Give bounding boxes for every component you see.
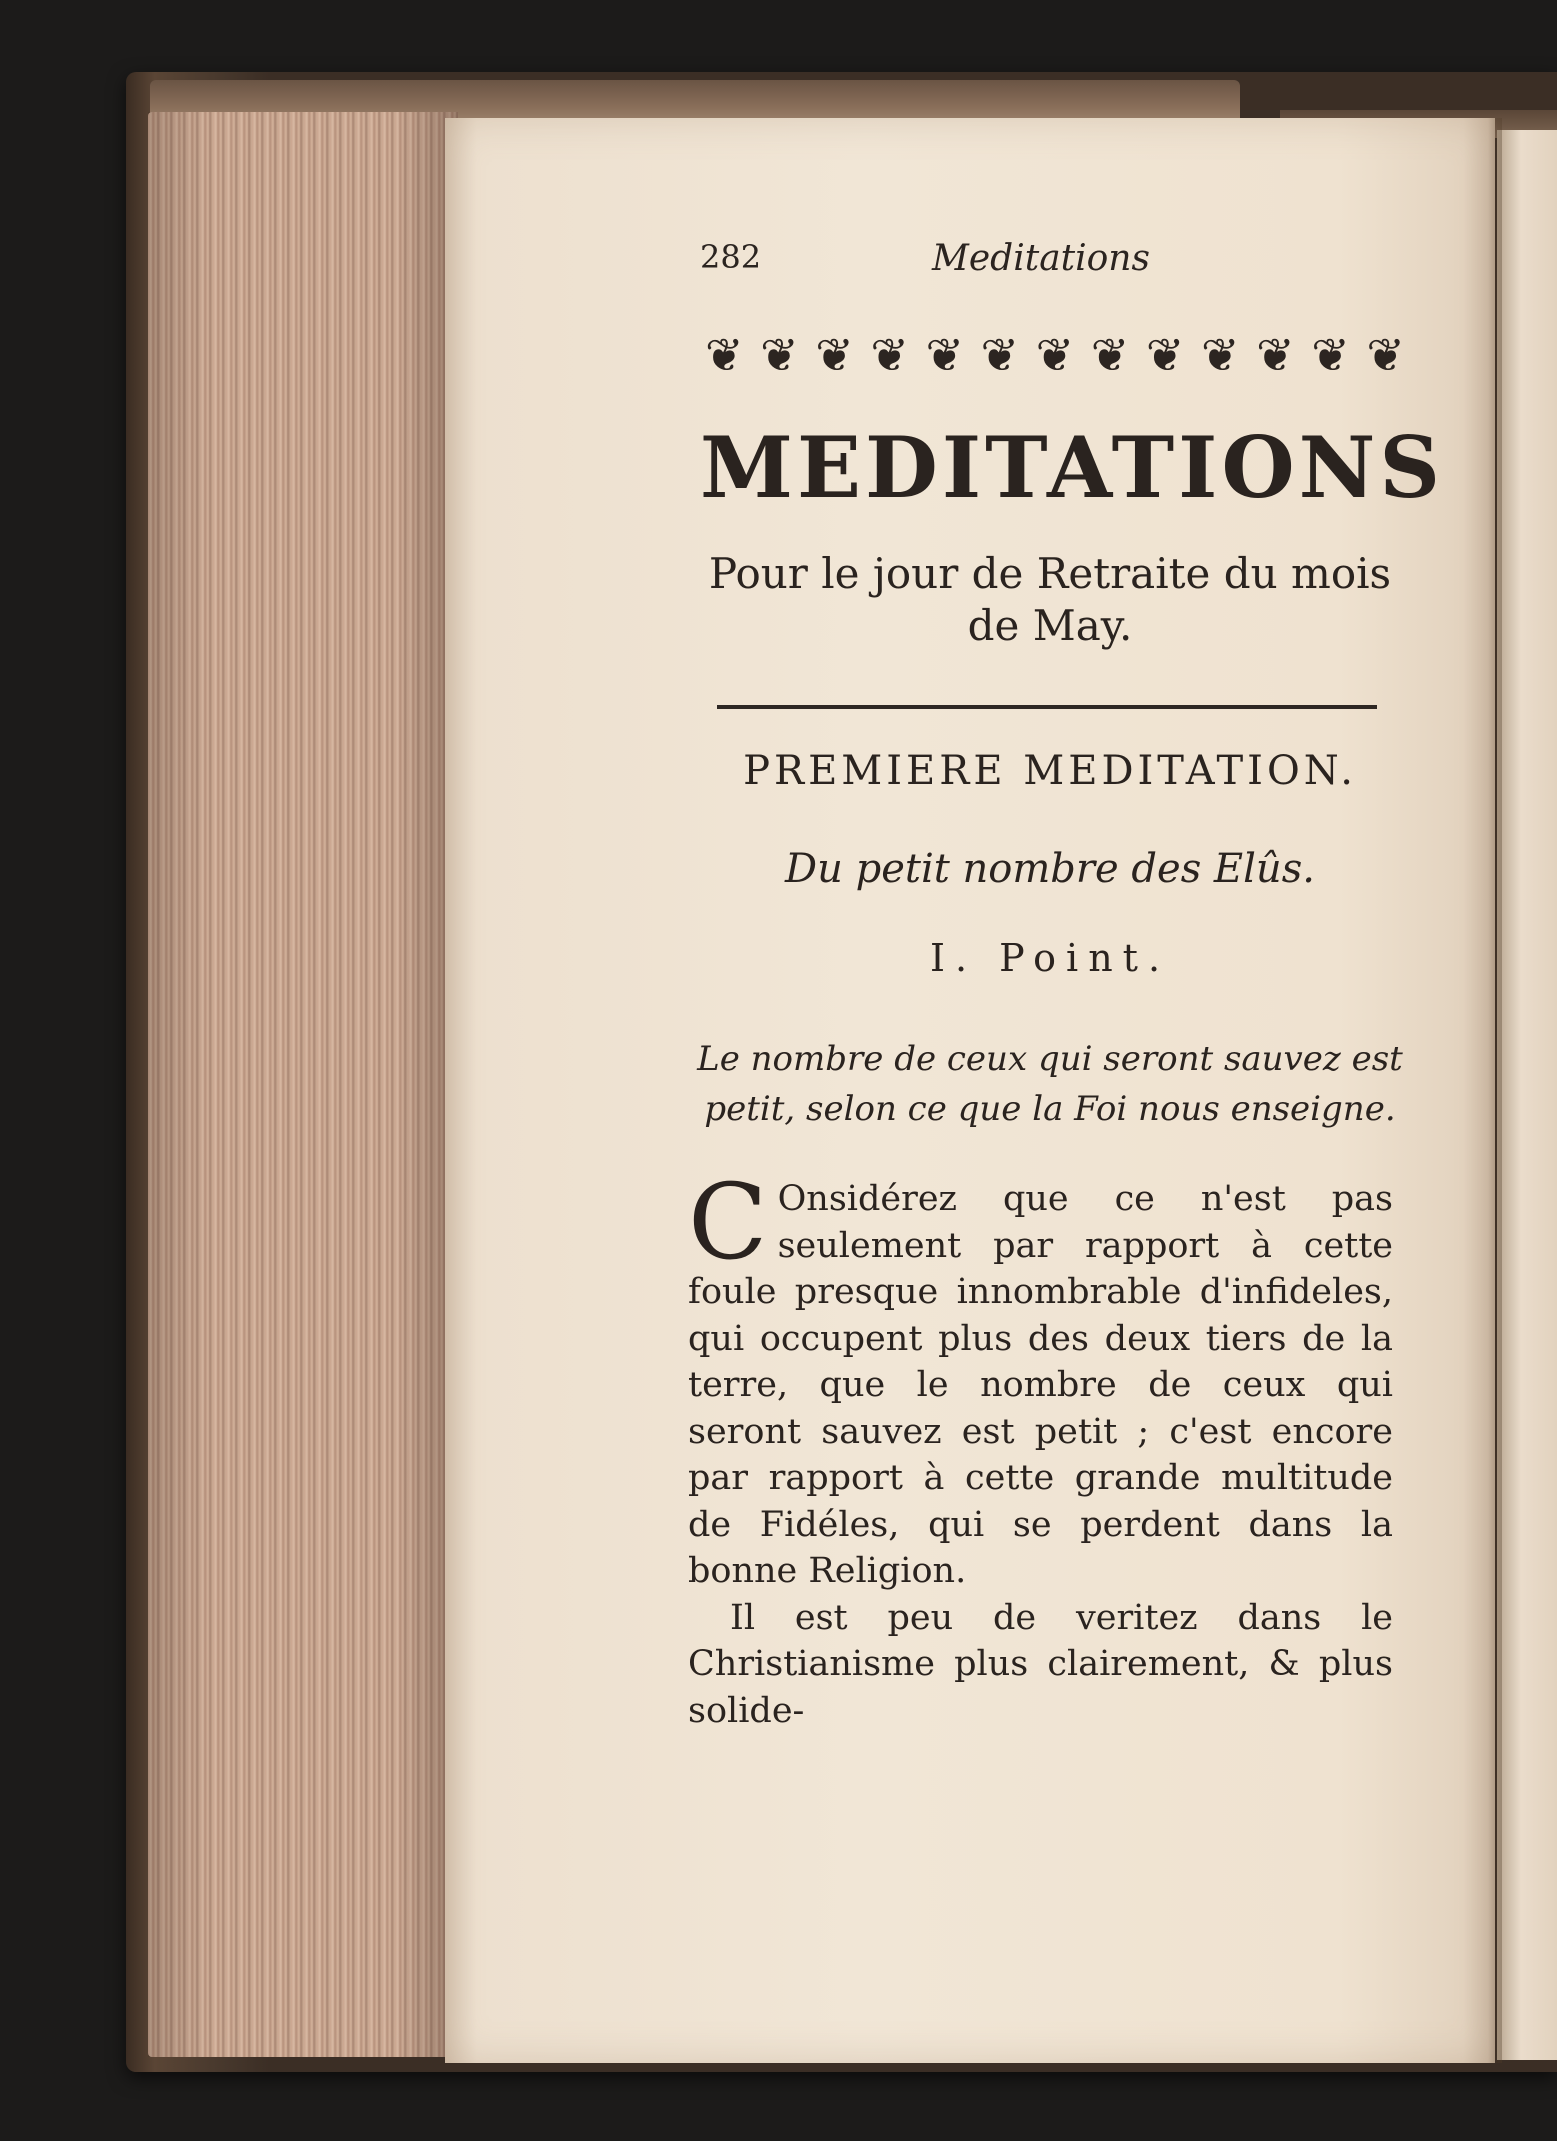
- ornament-flower-icon: ❦: [1366, 328, 1405, 382]
- subtitle: Pour le jour de Retraite du mois de May.: [708, 549, 1392, 650]
- section-title: PREMIERE MEDITATION.: [743, 748, 1357, 794]
- ornament-flower-icon: ❦: [980, 328, 1020, 382]
- ornament-flower-icon: ❦: [1200, 328, 1240, 382]
- paragraph-2: Il est peu de veritez dans le Christianisme plus clairement, & plus solide-: [688, 1597, 1393, 1731]
- ornamental-band: [705, 326, 1405, 384]
- page-block-edges: [148, 112, 458, 2057]
- running-head-title: Meditations: [932, 238, 1150, 279]
- drop-cap: C: [688, 1161, 768, 1283]
- horizontal-rule: [717, 705, 1377, 709]
- meditation-theme: Du petit nombre des Elûs.: [785, 846, 1315, 892]
- running-head: [700, 238, 1480, 288]
- paragraph-1-text: Onsidérez que ce n'est pas seulement par rapport à cette foule presque innombrable d'infideles, qui occupent plus des deux tiers de la terre, que le nombre de ceux qui seront sauvez est petit ; c'est encore par rapport à cette grande multitude de Fidéles, qui se perdent dans la bonne Religion.: [688, 1179, 1393, 1591]
- ornament-flower-icon: ❦: [1090, 328, 1130, 382]
- page-number: 282: [700, 238, 762, 276]
- ornament-flower-icon: ❦: [1256, 328, 1295, 382]
- facing-page-edge: [1497, 130, 1557, 2060]
- ornament-flower-icon: ❦: [705, 328, 744, 382]
- point-heading: I. Point.: [929, 936, 1171, 980]
- ornament-flower-icon: ❦: [760, 328, 799, 382]
- gutter-shadow: [1488, 118, 1502, 2063]
- ornament-flower-icon: ❦: [1311, 328, 1350, 382]
- body-text: [688, 1161, 1393, 1734]
- ornament-flower-icon: ❦: [1035, 328, 1075, 382]
- ornament-flower-icon: ❦: [815, 328, 854, 382]
- ornament-flower-icon: ❦: [870, 328, 909, 382]
- page-title: MEDITATIONS: [700, 418, 1445, 517]
- ornament-flower-icon: ❦: [1145, 328, 1185, 382]
- point-summary: Le nombre de ceux qui seront sauvez est petit, selon ce que la Foi nous enseigne.: [697, 1039, 1403, 1129]
- ornament-flower-icon: ❦: [925, 328, 964, 382]
- paragraph-1: [688, 1161, 1393, 1595]
